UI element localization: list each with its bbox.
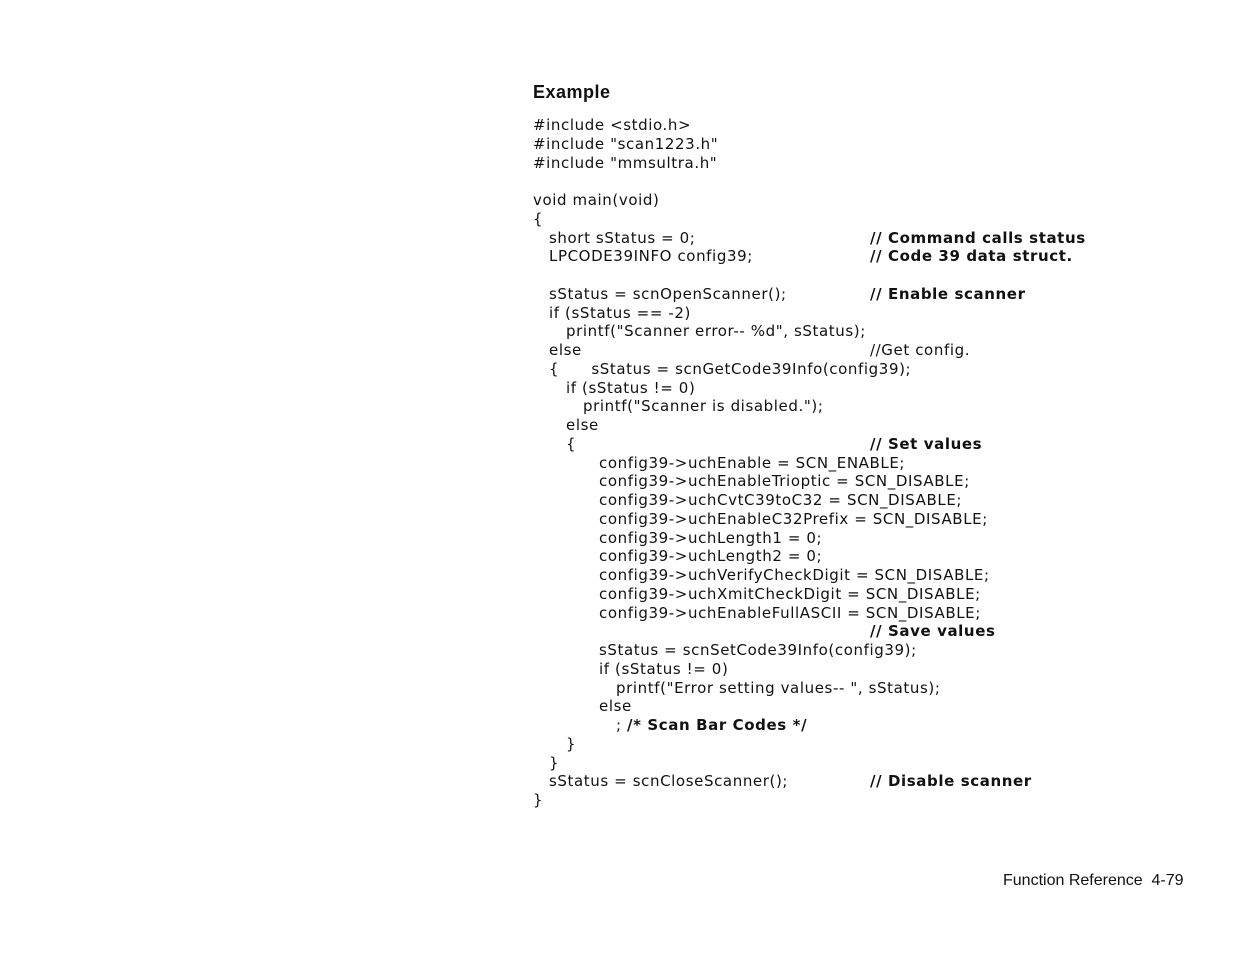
code-line <box>533 566 1213 585</box>
code-text: config39->uchEnableC32Prefix = SCN_DISABLE; <box>599 509 988 528</box>
code-text: config39->uchVerifyCheckDigit = SCN_DISABLE; <box>599 566 990 584</box>
code-line <box>533 772 1213 791</box>
code-line <box>533 247 1213 266</box>
code-line <box>533 716 1213 735</box>
code-text: { sStatus = scnGetCode39Info(config39); <box>549 359 912 378</box>
code-line <box>533 679 1213 698</box>
page-footer: Function Reference 4-79 <box>1003 872 1184 889</box>
code-line <box>533 397 1213 416</box>
code-text: #include "scan1223.h" <box>533 134 719 153</box>
code-text: if (sStatus != 0) <box>599 659 729 678</box>
code-line <box>533 585 1213 604</box>
code-line <box>533 191 1213 210</box>
code-text: { <box>533 209 544 228</box>
code-text: else <box>549 341 582 359</box>
code-text: printf("Error setting values-- ", sStatus); <box>616 678 941 697</box>
code-text: void main(void) <box>533 191 660 209</box>
code-text: if (sStatus == -2) <box>549 303 691 322</box>
code-line <box>533 791 1213 810</box>
code-line <box>533 341 1213 360</box>
code-text: config39->uchXmitCheckDigit = SCN_DISABLE; <box>599 584 981 603</box>
code-text: sStatus = scnCloseScanner(); <box>549 772 789 791</box>
code-text: LPCODE39INFO config39; <box>549 247 753 266</box>
code-line <box>533 529 1213 548</box>
code-line <box>533 322 1213 341</box>
code-line <box>533 510 1213 529</box>
code-text: config39->uchLength1 = 0; <box>599 528 823 547</box>
code-comment: // Set values <box>870 434 983 453</box>
code-inline-comment: /* Scan Bar Codes */ <box>627 716 808 734</box>
code-line <box>533 472 1213 491</box>
code-line <box>533 491 1213 510</box>
code-line <box>533 360 1213 379</box>
code-comment: // Code 39 data struct. <box>870 247 1073 266</box>
code-text: else <box>566 416 599 434</box>
code-line <box>533 285 1213 304</box>
code-line <box>533 454 1213 473</box>
code-text: #include "mmsultra.h" <box>533 153 718 172</box>
code-line <box>533 754 1213 773</box>
code-text: } <box>549 753 560 772</box>
code-text: config39->uchEnableTrioptic = SCN_DISABLE; <box>599 472 970 491</box>
code-text: #include <stdio.h> <box>533 116 692 134</box>
code-text: else <box>599 697 632 716</box>
code-text: if (sStatus != 0) <box>566 378 696 397</box>
code-text: sStatus = scnSetCode39Info(config39); <box>599 641 917 659</box>
code-line <box>533 622 1213 641</box>
code-example <box>533 116 1213 810</box>
code-text: short sStatus = 0; <box>549 228 696 247</box>
section-heading: Example <box>533 82 611 102</box>
code-text: sStatus = scnOpenScanner(); <box>549 284 787 303</box>
code-comment: // Save values <box>870 622 996 641</box>
code-line <box>533 135 1213 154</box>
code-text-prefix: ; <box>616 716 628 734</box>
code-line <box>533 379 1213 398</box>
code-text: } <box>566 734 577 753</box>
code-line <box>533 172 1213 191</box>
code-line <box>533 604 1213 623</box>
code-line <box>533 229 1213 248</box>
code-line <box>533 697 1213 716</box>
code-line <box>533 660 1213 679</box>
code-line <box>533 641 1213 660</box>
code-line <box>533 154 1213 173</box>
code-text: config39->uchEnable = SCN_ENABLE; <box>599 453 906 472</box>
code-text: config39->uchCvtC39toC32 = SCN_DISABLE; <box>599 491 963 509</box>
code-text: printf("Scanner is disabled."); <box>583 397 824 416</box>
code-line <box>533 304 1213 323</box>
code-line <box>533 266 1213 285</box>
code-comment: // Command calls status <box>870 228 1086 247</box>
code-text: printf("Scanner error-- %d", sStatus); <box>566 322 866 341</box>
code-text: config39->uchEnableFullASCII = SCN_DISABLE; <box>599 603 981 622</box>
code-comment: // Enable scanner <box>870 284 1026 303</box>
code-comment: // Disable scanner <box>870 772 1032 791</box>
code-line <box>533 210 1213 229</box>
code-text: config39->uchLength2 = 0; <box>599 547 823 566</box>
code-comment: //Get config. <box>870 341 971 359</box>
code-line <box>533 547 1213 566</box>
code-line <box>533 435 1213 454</box>
code-text: } <box>533 791 544 809</box>
code-line <box>533 116 1213 135</box>
code-text <box>616 716 807 735</box>
code-text: { <box>566 434 577 453</box>
code-line <box>533 735 1213 754</box>
code-line <box>533 416 1213 435</box>
